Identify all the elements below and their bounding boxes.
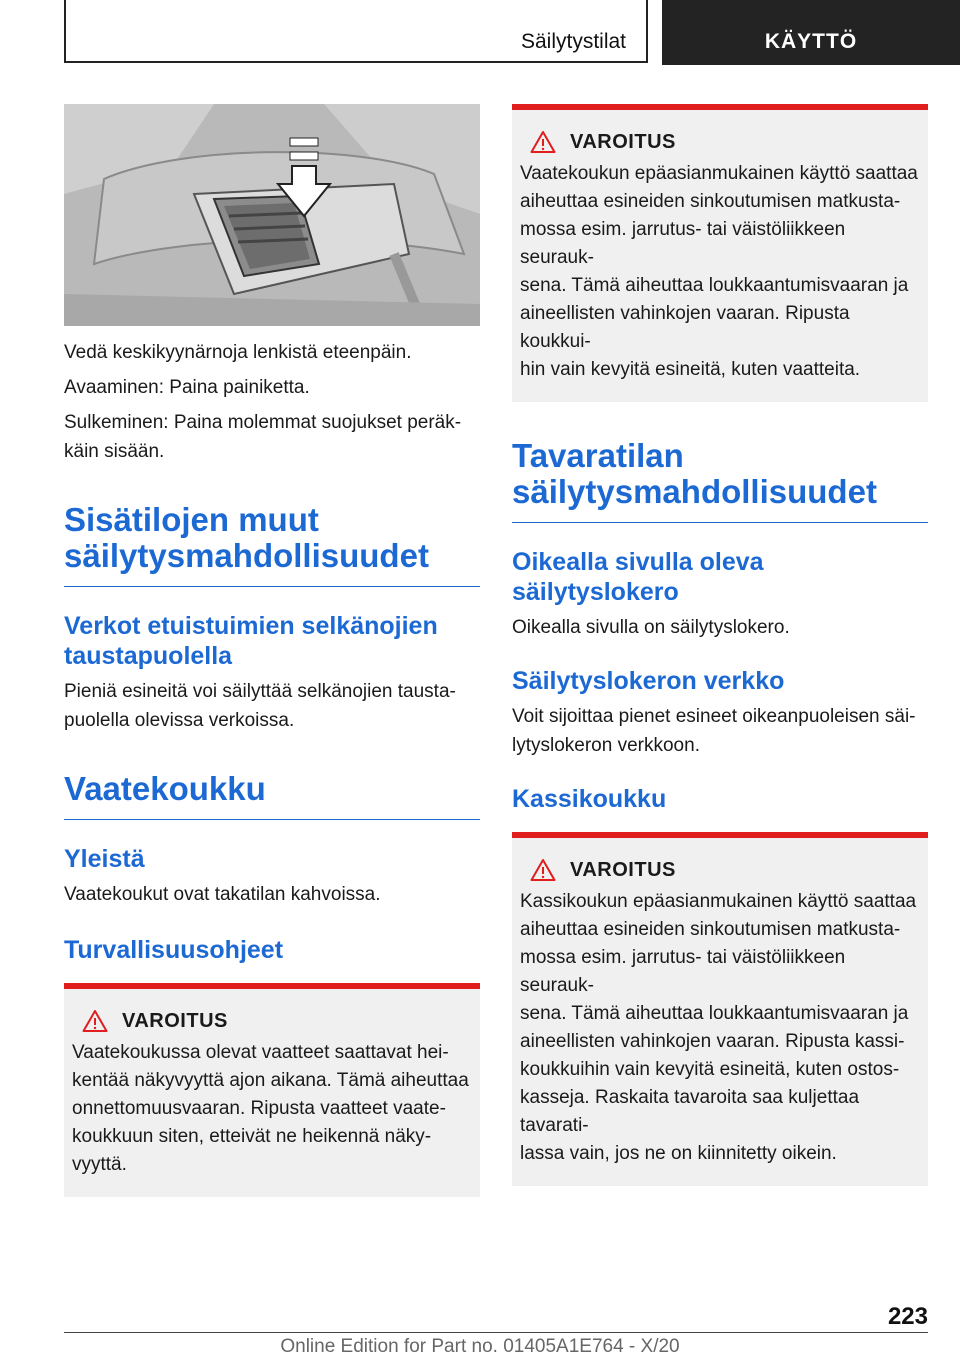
heading-cargo-storage: Tavaratilan säilytysmahdollisuudet (512, 438, 928, 523)
warning-box-hooks (512, 104, 928, 402)
footer-divider (64, 1332, 928, 1333)
heading-coat-hook: Vaatekoukku (64, 771, 480, 820)
heading-general: Yleistä (64, 845, 145, 873)
warning-box-coat-hook (64, 983, 480, 1197)
right-column (512, 104, 928, 1186)
heading-bag-hook: Kassikoukku (512, 785, 667, 813)
section-title: Säilytystilat (520, 30, 626, 53)
heading-other-storage: Sisätilojen muut säilytysmahdollisuudet (64, 502, 480, 587)
warning-title: VAROITUS (122, 1009, 228, 1032)
warning-triangle-icon (530, 858, 556, 882)
compartment-net-text: Voit sijoittaa pienet esineet oikeanpuoleisen säi- lytyslokeron verkkoon. (512, 706, 916, 756)
warning-triangle-icon (530, 130, 556, 154)
heading-right-compartment: Oikealla sivulla oleva säilytyslokero (512, 548, 764, 606)
left-column (64, 104, 480, 1197)
warning-text: Kassikoukun epäasianmukainen käyttö saattaa aiheuttaa esineiden sinkoutumisen matkusta- mossa esim. jarrutus- tai väistöliikkeen seurauk- sena. Tämä aiheuttaa loukkaantumisvaaran ja aineellisten vahinkojen vaaran. Ripusta kassi- koukkuihin vain kevyitä esineitä, kuten ostos- kasseja. Raskaita tavaroita saa kuljettaa tavarati- lassa vain, jos ne on kiinnitetty oikein. (520, 891, 917, 1164)
heading-seat-nets: Verkot etuistuimien selkänojien taustapuolella (64, 612, 438, 670)
chapter-tab: KÄYTTÖ (662, 0, 960, 65)
heading-safety: Turvallisuusohjeet (64, 936, 284, 964)
warning-title: VAROITUS (570, 130, 676, 153)
instruction-open: Avaaminen: Paina painiketta. (64, 377, 310, 398)
warning-box-bag-hook (512, 832, 928, 1186)
warning-text: Vaatekoukussa olevat vaatteet saattavat hei- kentää näkyvyyttä ajon aikana. Tämä aiheuttaa onnettomuusvaaran. Ripusta vaatteet vaate- koukkuun siten, etteivät ne heikennä näky- vyyttä. (72, 1042, 469, 1175)
armrest-photo (64, 104, 480, 326)
warning-triangle-icon (82, 1009, 108, 1033)
instruction-pull: Vedä keskikyynärnoja lenkistä eteenpäin. (64, 342, 412, 363)
header-section-box (64, 0, 648, 63)
seat-nets-text: Pieniä esineitä voi säilyttää selkänojien tausta- puolella olevissa verkoissa. (64, 681, 456, 731)
warning-title: VAROITUS (570, 858, 676, 881)
right-compartment-text: Oikealla sivulla on säilytyslokero. (512, 617, 790, 638)
warning-text: Vaatekoukun epäasianmukainen käyttö saattaa aiheuttaa esineiden sinkoutumisen matkusta- mossa esim. jarrutus- tai väistöliikkeen seurauk- sena. Tämä aiheuttaa loukkaantumisvaaran ja aineellisten vahinkojen vaaran. Ripusta koukkui- hin vain kevyitä esineitä, kuten vaatteita. (520, 163, 918, 380)
page-number: 223 (887, 1303, 928, 1330)
heading-compartment-net: Säilytyslokeron verkko (512, 667, 785, 695)
instruction-close: Sulkeminen: Paina molemmat suojukset peräk- käin sisään. (64, 412, 462, 462)
footer-edition: Online Edition for Part no. 01405A1E764 - X/20 (280, 1336, 680, 1357)
general-text: Vaatekoukut ovat takatilan kahvoissa. (64, 884, 381, 905)
